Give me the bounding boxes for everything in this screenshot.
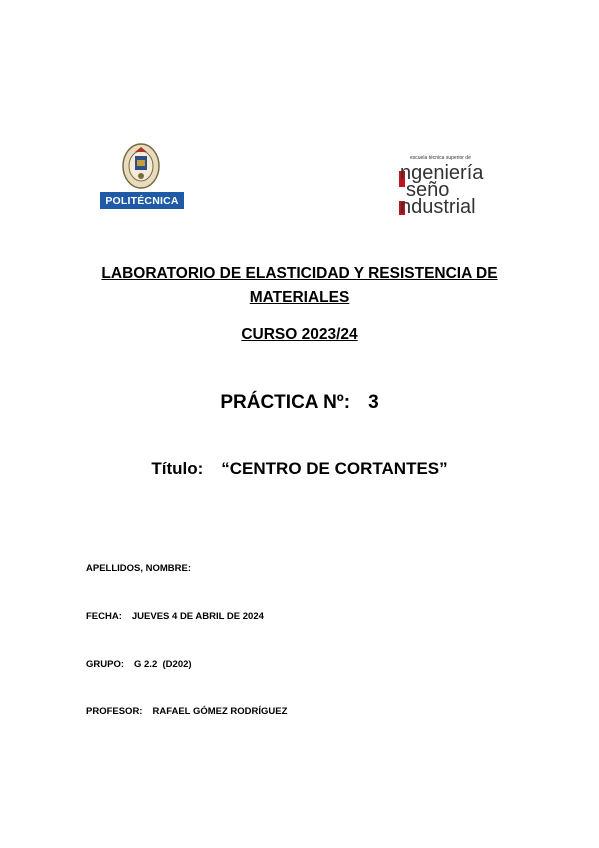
practice-title [0, 459, 599, 479]
etsidi-word-ingenieria: ngeniería [400, 162, 484, 184]
etsidi-word-diseno: seño [406, 179, 450, 201]
date-line [86, 611, 264, 622]
upm-label: POLITÉCNICA [100, 192, 184, 209]
group-value: G 2.2 (D202) [134, 659, 192, 670]
etsidi-tagline: escuela técnica superior de [410, 155, 471, 161]
title-value: “CENTRO DE CORTANTES” [221, 459, 448, 478]
name-line [86, 563, 191, 574]
practice-number [0, 392, 599, 414]
lab-title-line1: LABORATORIO DE ELASTICIDAD Y RESISTENCIA DE [101, 265, 498, 282]
lab-title [0, 262, 599, 310]
date-value: JUEVES 4 DE ABRIL DE 2024 [131, 611, 264, 622]
group-line [86, 659, 192, 670]
lab-title-line2: MATERIALES [249, 289, 350, 306]
name-label: APELLIDOS, NOMBRE: [86, 563, 192, 574]
etsidi-logo [370, 155, 510, 221]
practice-label: PRÁCTICA Nº: [220, 392, 351, 413]
upm-seal-icon [120, 142, 162, 192]
upm-logo [100, 142, 184, 212]
group-label: GRUPO: [86, 659, 124, 670]
practice-value: 3 [368, 392, 379, 413]
professor-label: PROFESOR: [86, 706, 143, 717]
title-label: Título: [151, 459, 204, 478]
date-label: FECHA: [86, 611, 122, 622]
etsidi-word-industrial: ndustrial [400, 196, 476, 218]
professor-value: RAFAEL GÓMEZ RODRÍGUEZ [152, 706, 288, 717]
professor-line [86, 706, 287, 717]
course-year: CURSO 2023/24 [241, 326, 358, 343]
